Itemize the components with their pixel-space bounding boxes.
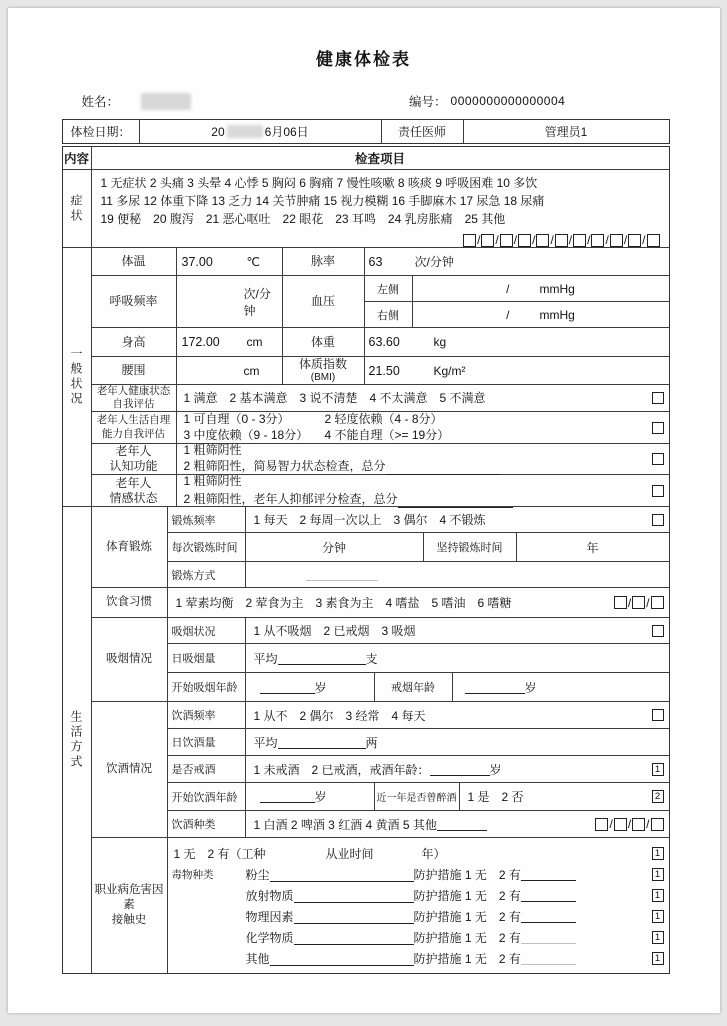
meta-row (82, 92, 720, 110)
symptoms-line1: 1 无症状 2 头痛 3 头晕 4 心悸 5 胸闷 6 胸痛 7 慢性咳嗽 8 咳痰 9 呼吸困难 10 多饮 (100, 176, 538, 190)
checkbox[interactable] (481, 234, 494, 247)
bp-right-label: 右侧 (377, 309, 399, 322)
exercise-mode-label: 锻炼方式 (171, 569, 216, 582)
occupational-row-other: 其他 防护措施 1 无 2 有 1 (246, 948, 664, 969)
symptoms-label: 症状 (69, 193, 83, 224)
exam-date-label: 体检日期： (70, 125, 131, 139)
coded-checkbox[interactable]: 1 (652, 889, 664, 902)
checkbox[interactable] (632, 818, 645, 831)
blank-field[interactable] (430, 763, 490, 776)
checkbox[interactable] (652, 392, 664, 404)
symptoms-line2: 11 多尿 12 体重下降 13 乏力 14 关节肿痛 15 视力模糊 16 手脚麻木 17 尿急 18 尿痛 (100, 194, 545, 208)
weight-unit: kg (433, 335, 447, 349)
table-header-row (63, 147, 669, 169)
bp-label: 血压 (282, 276, 364, 327)
exam-table (62, 146, 670, 974)
bmi-label: 体质指数 (BMI) (282, 357, 364, 384)
bp-unit: mmHg (539, 281, 575, 296)
exam-date-row (62, 119, 670, 144)
coded-checkbox[interactable]: 1 (652, 847, 664, 860)
elder-cognition-label: 老年人 (115, 444, 152, 458)
row-elder-selfcare: 老年人生活自理 能力自我评估 1 可自理（0 - 3分） 2 轻度依赖（4 - 8分） 3 中度依赖（9 - 18分） 4 不能自理（>= 19分） (92, 411, 669, 443)
smoking-label: 吸烟情况 (106, 653, 152, 666)
occupational-label: 职业病危害因素 接触史 (94, 884, 164, 926)
checkbox[interactable] (610, 234, 623, 247)
blank-field[interactable] (260, 681, 315, 694)
row-exercise-mode (168, 561, 669, 587)
name-label: 姓名： (81, 95, 120, 109)
smoking-quit-label: 戒烟年龄 (374, 673, 452, 701)
date-redacted (227, 125, 263, 138)
coded-checkbox[interactable]: 1 (652, 931, 664, 944)
group-occupational (92, 837, 669, 973)
checkbox[interactable] (652, 709, 664, 721)
bp-slash[interactable]: / (506, 281, 510, 296)
blank-field[interactable] (294, 932, 414, 945)
row-drinking-freq: 饮酒频率 1 从不 2 偶尔 3 经常 4 每天 (168, 702, 669, 728)
temp-unit: ℃ (246, 254, 260, 269)
blank-field[interactable] (278, 736, 366, 749)
bmi-value[interactable]: 21.50 (368, 363, 400, 378)
exercise-duration-label: 每次锻炼时间 (171, 542, 238, 554)
group-drinking (92, 701, 669, 837)
checkbox[interactable] (632, 596, 645, 609)
pulse-unit: 次/分钟 (414, 255, 454, 269)
coded-checkbox[interactable]: 1 (652, 868, 664, 881)
section-lifestyle (63, 506, 669, 973)
group-exercise (92, 507, 669, 587)
group-diet (92, 587, 669, 617)
weight-value[interactable]: 63.60 (368, 335, 400, 349)
blank-field[interactable] (260, 790, 315, 803)
checkbox[interactable] (463, 234, 476, 247)
pulse-value[interactable]: 63 (368, 254, 383, 269)
drinking-type-label: 饮酒种类 (171, 819, 216, 831)
elder-health-options: 1 满意 2 基本满意 3 说不清楚 4 不太满意 5 不满意 (183, 391, 486, 405)
form-page (8, 8, 720, 1013)
weight-label: 体重 (282, 328, 364, 356)
diet-options: 1 荤素均衡 2 荤食为主 3 素食为主 4 嗜盐 5 嗜油 6 嗜糖 (175, 596, 512, 610)
row-exercise-freq: 锻炼频率 1 每天 2 每周一次以上 3 偶尔 4 不锻炼 (168, 507, 669, 532)
smoking-amount-label: 日吸烟量 (171, 653, 216, 665)
coded-checkbox[interactable]: 1 (652, 952, 664, 965)
code-label: 编号： (409, 95, 447, 109)
height-value[interactable]: 172.00 (181, 335, 220, 349)
row-elder-health: 老年人健康状态 自我评估 1 满意 2 基本满意 3 说不清楚 4 不太满意 5 不满意 (92, 384, 669, 411)
diet-label: 饮食习惯 (106, 596, 152, 609)
exercise-persist-label: 坚持锻炼时间 (423, 533, 516, 561)
bp-unit: mmHg (539, 307, 575, 322)
elder-emotion-label: 老年人 (115, 475, 152, 490)
checkbox[interactable] (614, 596, 627, 609)
checkbox[interactable] (595, 818, 608, 831)
occupational-row-dust: 粉尘 防护措施 1 无 2 有 1 (246, 864, 664, 885)
drinking-type-checkboxes: / / / (595, 817, 663, 831)
blank-field[interactable] (294, 890, 414, 903)
drinking-label: 饮酒情况 (106, 763, 152, 776)
elder-health-label: 老年人健康状态 (96, 384, 171, 397)
items-header: 检查项目 (91, 147, 669, 169)
row-elder-emotion: 老年人 情感状态 1 粗筛阴性 2 粗筛阳性，老年人抑郁评分检查，总分 (92, 474, 669, 506)
name-value-redacted (141, 93, 191, 110)
checkbox[interactable] (500, 234, 513, 247)
checkbox[interactable] (614, 818, 627, 831)
height-unit: cm (246, 335, 263, 349)
page-title: 健康体检表 (316, 50, 411, 69)
blank-field[interactable] (270, 953, 414, 966)
checkbox[interactable] (536, 234, 549, 247)
bmi-unit: Kg/m² (433, 363, 466, 378)
group-smoking (92, 617, 669, 701)
diet-checkboxes: / / (614, 596, 664, 610)
row-smoking-ages: 开始吸烟年龄 岁 戒烟年龄 岁 (168, 672, 669, 701)
height-label: 身高 (121, 334, 146, 349)
exercise-freq-label: 锻炼频率 (171, 514, 216, 527)
exercise-label: 体育锻炼 (106, 540, 152, 553)
row-drinking-amount: 日饮酒量 平均 两 (168, 728, 669, 755)
exam-date-value: 20 6月06日 (139, 120, 381, 143)
drinking-amount-label: 日饮酒量 (171, 737, 216, 749)
bp-left-label: 左侧 (377, 283, 399, 296)
content-header: 内容 (63, 152, 89, 166)
row-exercise-duration (168, 532, 669, 561)
row-respiration-bp (92, 275, 669, 327)
checkbox[interactable] (518, 234, 531, 247)
blank-field[interactable] (521, 931, 576, 944)
smoking-start-label: 开始吸烟年龄 (171, 682, 238, 694)
blank-field[interactable] (398, 495, 513, 508)
toxin-type-label: 毒物种类 (171, 869, 214, 881)
row-temperature-pulse (92, 248, 669, 275)
row-drinking-start: 开始饮酒年龄 岁 近一年是否曾醉酒 1 是 2 否 2 (168, 782, 669, 810)
symptoms-line3: 19 便秘 20 腹泻 21 恶心呕吐 22 眼花 23 耳鸣 24 乳房胀痛 25 其他 (100, 212, 506, 226)
coded-checkbox[interactable]: 1 (652, 910, 664, 923)
coded-checkbox[interactable]: 2 (652, 790, 664, 803)
occupational-row-radiation: 放射物质 防护措施 1 无 2 有 1 (246, 885, 664, 906)
row-smoking-amount: 日吸烟量 平均 支 (168, 643, 669, 672)
checkbox[interactable] (652, 422, 664, 434)
checkbox[interactable] (652, 625, 664, 637)
bp-right-row (365, 301, 669, 327)
waist-label: 腰围 (121, 363, 146, 377)
symptoms-content (91, 170, 669, 247)
section-symptoms (63, 169, 669, 247)
occupational-row-chemical: 化学物质 防护措施 1 无 2 有 1 (246, 927, 664, 948)
checkbox[interactable] (647, 234, 660, 247)
checkbox[interactable] (652, 514, 664, 526)
lifestyle-label: 生活方式 (69, 710, 83, 770)
checkbox[interactable] (652, 485, 664, 497)
bp-slash[interactable]: / (506, 307, 510, 322)
checkbox[interactable] (628, 234, 641, 247)
section-general (63, 247, 669, 506)
resp-label: 呼吸频率 (109, 294, 158, 308)
code-value: 0000000000000004 (450, 94, 566, 108)
row-elder-cognition: 老年人 认知功能 1 粗筛阴性 2 粗筛阳性，简易智力状态检查，总分 (92, 443, 669, 474)
checkbox[interactable] (573, 234, 586, 247)
row-waist-bmi (92, 356, 669, 384)
blank-field[interactable] (465, 681, 525, 694)
occupational-header-line: 1 无 2 有（工种 从业时间 年） 1 (174, 843, 664, 864)
doctor-label: 责任医师 (381, 120, 463, 143)
coded-checkbox[interactable]: 1 (652, 763, 664, 776)
row-drinking-type: 饮酒种类 1 白酒 2 啤酒 3 红酒 4 黄酒 5 其他 / / / (168, 810, 669, 837)
drinking-start-label: 开始饮酒年龄 (171, 791, 238, 804)
general-label: 一般状况 (69, 347, 83, 407)
waist-unit: cm (243, 363, 260, 378)
checkbox[interactable] (651, 818, 664, 831)
blank-field[interactable] (294, 911, 414, 924)
blank-field[interactable] (437, 818, 487, 831)
blank-field[interactable] (521, 889, 576, 902)
drinking-quit-label: 是否戒酒 (171, 764, 216, 776)
row-height-weight (92, 327, 669, 356)
symptoms-checkboxes: / / / / / / / / / / (101, 231, 661, 249)
blank-field[interactable] (270, 869, 414, 882)
blank-field[interactable] (521, 952, 576, 965)
drinking-drunk-label: 近一年是否曾醉酒 (374, 783, 459, 810)
row-drinking-quit: 是否戒酒 1 未戒酒 2 已戒酒，戒酒年龄： 岁 1 (168, 755, 669, 782)
blank-field[interactable] (521, 868, 576, 881)
bp-left-row (365, 276, 669, 301)
exercise-persist-unit[interactable]: 年 (516, 533, 669, 561)
checkbox[interactable] (651, 596, 664, 609)
resp-unit: 次/分钟 (243, 286, 271, 318)
checkbox[interactable] (652, 453, 664, 465)
smoking-status-label: 吸烟状况 (171, 625, 216, 638)
temp-label: 体温 (121, 254, 146, 268)
blank-field[interactable] (278, 652, 366, 665)
pulse-label: 脉率 (282, 248, 364, 275)
doctor-value: 管理员1 (463, 120, 669, 143)
blank-field[interactable] (306, 568, 378, 581)
elder-selfcare-label: 老年人生活自理 (96, 414, 171, 427)
exercise-duration-unit[interactable]: 分钟 (245, 533, 423, 561)
occupational-row-physical: 物理因素 防护措施 1 无 2 有 1 (246, 906, 664, 927)
temp-value[interactable]: 37.00 (181, 254, 213, 269)
blank-field[interactable] (521, 910, 576, 923)
checkbox[interactable] (555, 234, 568, 247)
drinking-freq-label: 饮酒频率 (171, 710, 216, 722)
checkbox[interactable] (591, 234, 604, 247)
row-smoking-status: 吸烟状况 1 从不吸烟 2 已戒烟 3 吸烟 (168, 618, 669, 643)
